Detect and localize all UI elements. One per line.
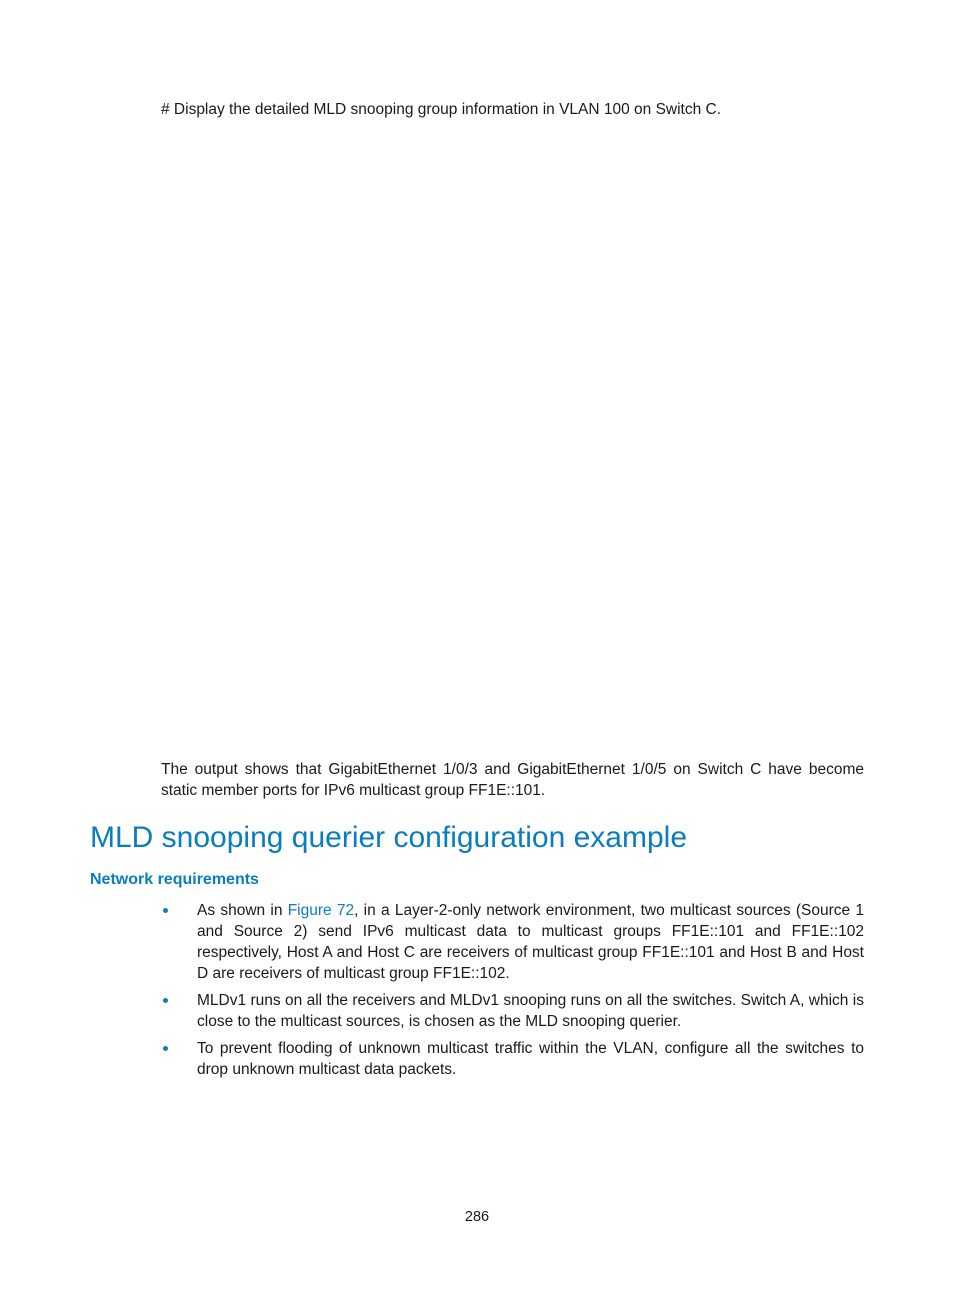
bullet-icon [163,908,168,913]
output-note-paragraph: The output shows that GigabitEthernet 1/0/3 and GigabitEthernet 1/0/5 on Switch C have become static member ports for IPv6 multicast group FF1E::101. [161,761,864,799]
figure-link[interactable]: Figure 72 [287,902,355,919]
list-item [161,900,864,984]
bullet-icon [163,998,168,1003]
bullet-text: To prevent flooding of unknown multicast traffic within the VLAN, configure all the switches to drop unknown multicast data packets. [197,1040,864,1078]
bullet-icon [163,1046,168,1051]
intro-paragraph: # Display the detailed MLD snooping group information in VLAN 100 on Switch C. [161,101,722,118]
list-item [161,990,864,1032]
bullet-text-suffix: , in a Layer-2-only network environment, two multicast sources (Source 1 and Source 2) send IPv6 multicast data to multicast groups FF1E::101 and FF1E::102 respectively, Host A and Host C are receivers of multicast group FF1E::101 and Host B and Host D are receivers of multicast group FF1E::102. [197,902,864,982]
page-number: 286 [464,1209,490,1225]
subsection-title: Network requirements [90,871,259,888]
bullet-text: MLDv1 runs on all the receivers and MLDv1 snooping runs on all the switches. Switch A, which is close to the multicast sources, is chosen as the MLD snooping querier. [197,992,864,1030]
bullet-text-prefix: As shown in [197,902,288,919]
list-item [161,1038,864,1080]
section-title: MLD snooping querier configuration example [90,821,688,854]
requirements-list [161,900,864,1086]
